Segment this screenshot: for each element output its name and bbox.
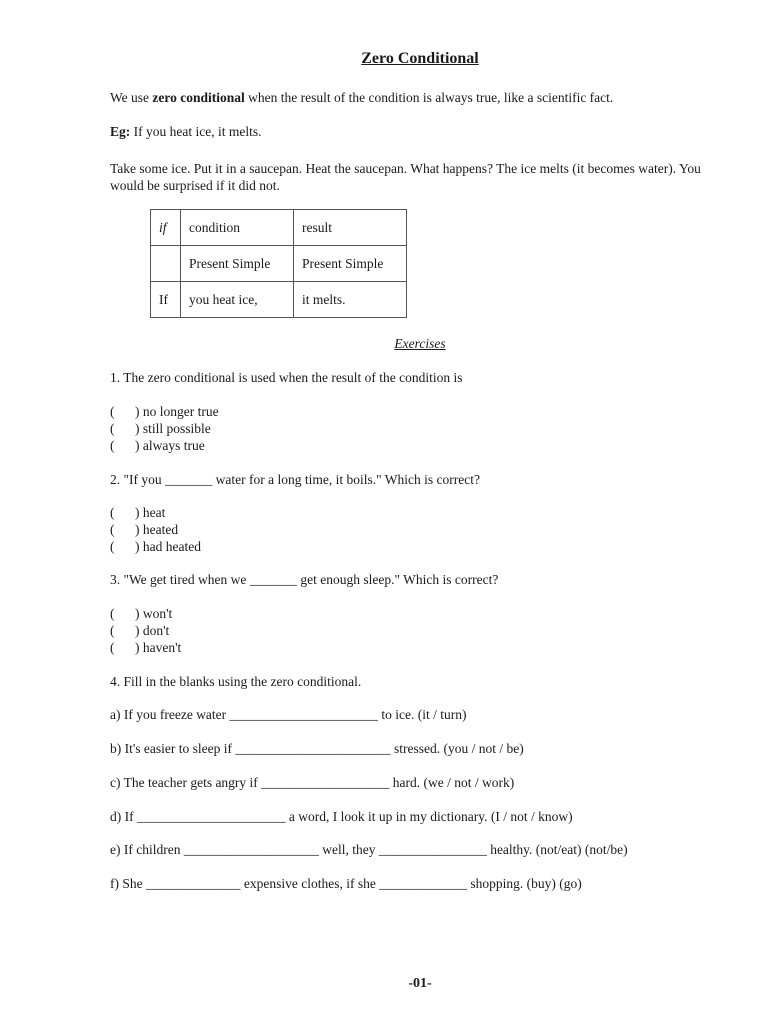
fill-blank-item[interactable]: d) If ______________________ a word, I look it up in my dictionary. (I / not / know) — [110, 809, 573, 824]
page-number: -01- — [408, 976, 432, 991]
page-title: Zero Conditional — [361, 50, 479, 67]
table-cell: you heat ice, — [181, 282, 294, 318]
option-checkbox[interactable] — [110, 420, 219, 437]
option-checkbox[interactable] — [110, 521, 201, 538]
option-checkbox[interactable] — [110, 504, 201, 521]
fill-blank-item[interactable]: f) She ______________ expensive clothes, if she _____________ shopping. (buy) (go) — [110, 876, 582, 891]
option-paren: ) — [135, 438, 140, 453]
option-paren: ) — [135, 421, 140, 436]
option-paren: ) — [135, 505, 140, 520]
option-label: still possible — [142, 421, 211, 436]
option-paren: ) — [135, 623, 140, 638]
option-paren: ( — [110, 505, 115, 520]
worksheet-page — [110, 0, 720, 1024]
option-label: heated — [142, 522, 179, 537]
table-cell: Present Simple — [181, 246, 294, 282]
table-cell — [151, 246, 181, 282]
option-paren: ( — [110, 539, 115, 554]
intro-paragraph — [110, 89, 720, 106]
option-paren: ) — [135, 640, 140, 655]
fill-blank-item[interactable]: e) If children ____________________ well, they ________________ healthy. (not/eat) (not/be) — [110, 842, 628, 857]
option-paren: ) — [135, 404, 140, 419]
option-paren: ( — [110, 421, 115, 436]
option-paren: ) — [135, 522, 140, 537]
option-paren: ( — [110, 640, 115, 655]
table-cell: Present Simple — [294, 246, 407, 282]
option-label: heat — [142, 505, 166, 520]
option-checkbox[interactable] — [110, 639, 181, 656]
fill-blank-item[interactable]: b) It's easier to sleep if _______________________ stressed. (you / not / be) — [110, 741, 524, 756]
option-paren: ( — [110, 623, 115, 638]
option-paren: ( — [110, 404, 115, 419]
intro-text-bold: zero conditional — [152, 90, 245, 105]
grammar-table — [150, 209, 407, 318]
question-3: 3. "We get tired when we _______ get enough sleep." Which is correct? — [110, 572, 499, 587]
table-row — [151, 246, 407, 282]
table-cell: result — [294, 210, 407, 246]
option-label: always true — [142, 438, 205, 453]
intro-text-pre: We use — [110, 90, 153, 105]
table-row — [151, 282, 407, 318]
table-cell: if — [151, 210, 181, 246]
table-cell: If — [151, 282, 181, 318]
example-label: Eg: — [110, 124, 131, 139]
question-1: 1. The zero conditional is used when the result of the condition is — [110, 370, 463, 385]
table-cell: it melts. — [294, 282, 407, 318]
option-paren: ( — [110, 606, 115, 621]
question-1-options — [110, 403, 219, 454]
option-label: haven't — [142, 640, 182, 655]
option-checkbox[interactable] — [110, 622, 181, 639]
option-label: don't — [142, 623, 170, 638]
option-checkbox[interactable] — [110, 605, 181, 622]
option-paren: ) — [135, 539, 140, 554]
option-paren: ( — [110, 522, 115, 537]
option-label: had heated — [142, 539, 201, 554]
option-paren: ( — [110, 438, 115, 453]
option-checkbox[interactable] — [110, 403, 219, 420]
question-3-options — [110, 605, 181, 656]
fill-blank-item[interactable]: c) The teacher gets angry if ___________________ hard. (we / not / work) — [110, 775, 515, 790]
option-label: no longer true — [142, 404, 219, 419]
option-checkbox[interactable] — [110, 437, 219, 454]
example-text: If you heat ice, it melts. — [130, 124, 262, 139]
option-paren: ) — [135, 606, 140, 621]
explanation-paragraph: Take some ice. Put it in a saucepan. Heat the saucepan. What happens? The ice melts (it becomes water). You would be surprised if it did not. — [110, 161, 701, 193]
option-label: won't — [142, 606, 173, 621]
option-checkbox[interactable] — [110, 538, 201, 555]
question-2-options — [110, 504, 201, 555]
exercises-heading: Exercises — [394, 336, 446, 351]
table-cell: condition — [181, 210, 294, 246]
question-2: 2. "If you _______ water for a long time, it boils." Which is correct? — [110, 472, 480, 487]
fill-blank-item[interactable]: a) If you freeze water ______________________ to ice. (it / turn) — [110, 707, 467, 722]
question-4: 4. Fill in the blanks using the zero conditional. — [110, 674, 362, 689]
intro-text-post: when the result of the condition is always true, like a scientific fact. — [244, 90, 614, 105]
table-row — [151, 210, 407, 246]
example-line — [110, 123, 720, 140]
